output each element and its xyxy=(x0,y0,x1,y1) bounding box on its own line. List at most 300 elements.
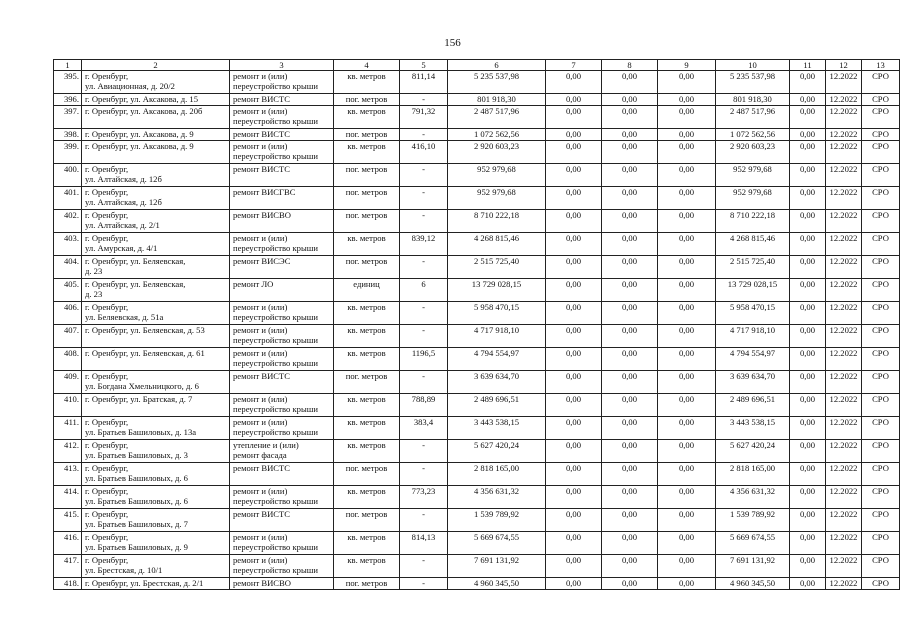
address-cell xyxy=(82,71,230,94)
work-type-cell xyxy=(230,129,334,141)
deadline-cell: 12.2022 xyxy=(826,141,862,164)
quantity-cell: - xyxy=(400,578,448,590)
cost-col11-cell: 0,00 xyxy=(790,71,826,94)
source-cell: СРО xyxy=(862,279,900,302)
work-type-cell xyxy=(230,187,334,210)
column-header: 3 xyxy=(230,60,334,71)
table-row xyxy=(54,394,900,417)
deadline-cell: 12.2022 xyxy=(826,509,862,532)
row-number-cell: 412. xyxy=(54,440,82,463)
source-cell: СРО xyxy=(862,348,900,371)
address-cell xyxy=(82,187,230,210)
work-type-line1: ремонт и (или) xyxy=(233,71,288,81)
address-line1: г. Оренбург, ул. Брестская, д. 2/1 xyxy=(85,578,204,588)
cost-col7-cell: 0,00 xyxy=(546,394,602,417)
deadline-cell: 12.2022 xyxy=(826,394,862,417)
unit-cell: пог. метров xyxy=(334,164,400,187)
column-header: 4 xyxy=(334,60,400,71)
address-line2: ул. Братьев Башиловых, д. 3 xyxy=(85,450,188,460)
address-cell xyxy=(82,578,230,590)
cost-col11-cell: 0,00 xyxy=(790,210,826,233)
cost-col7-cell: 0,00 xyxy=(546,440,602,463)
quantity-cell: 383,4 xyxy=(400,417,448,440)
work-type-cell xyxy=(230,164,334,187)
column-header: 12 xyxy=(826,60,862,71)
work-type-line1: ремонт и (или) xyxy=(233,555,288,565)
table-row xyxy=(54,256,900,279)
cost-col8-cell: 0,00 xyxy=(602,302,658,325)
cost-col9-cell: 0,00 xyxy=(658,555,716,578)
deadline-cell: 12.2022 xyxy=(826,371,862,394)
work-type-line1: ремонт ВИСТС xyxy=(233,129,291,139)
address-cell xyxy=(82,440,230,463)
work-type-cell xyxy=(230,325,334,348)
work-type-cell xyxy=(230,463,334,486)
work-type-cell xyxy=(230,256,334,279)
deadline-cell: 12.2022 xyxy=(826,71,862,94)
work-type-line1: ремонт и (или) xyxy=(233,233,288,243)
cost-col9-cell: 0,00 xyxy=(658,302,716,325)
cost-col8-cell: 0,00 xyxy=(602,94,658,106)
unit-cell: кв. метров xyxy=(334,141,400,164)
work-type-line1: ремонт и (или) xyxy=(233,325,288,335)
address-line2: ул. Брестская, д. 10/1 xyxy=(85,565,163,575)
source-cell: СРО xyxy=(862,164,900,187)
work-type-cell xyxy=(230,279,334,302)
total-cost-cell: 2 489 696,51 xyxy=(448,394,546,417)
work-type-cell xyxy=(230,440,334,463)
cost-col11-cell: 0,00 xyxy=(790,348,826,371)
column-header: 11 xyxy=(790,60,826,71)
address-line1: г. Оренбург, xyxy=(85,463,129,473)
table-row xyxy=(54,417,900,440)
row-number-cell: 409. xyxy=(54,371,82,394)
total-cost-cell: 13 729 028,15 xyxy=(448,279,546,302)
work-type-line1: ремонт и (или) xyxy=(233,417,288,427)
cost-col7-cell: 0,00 xyxy=(546,463,602,486)
work-type-line1: ремонт ЛО xyxy=(233,279,274,289)
address-cell xyxy=(82,94,230,106)
table-row xyxy=(54,532,900,555)
cost-col10-cell: 2 487 517,96 xyxy=(716,106,790,129)
unit-cell: кв. метров xyxy=(334,555,400,578)
cost-col9-cell: 0,00 xyxy=(658,94,716,106)
cost-col7-cell: 0,00 xyxy=(546,106,602,129)
cost-col11-cell: 0,00 xyxy=(790,417,826,440)
table-row xyxy=(54,106,900,129)
address-line1: г. Оренбург, xyxy=(85,71,129,81)
address-cell xyxy=(82,486,230,509)
cost-col9-cell: 0,00 xyxy=(658,463,716,486)
column-header: 9 xyxy=(658,60,716,71)
work-type-line2: переустройство крыши xyxy=(233,565,318,575)
cost-col9-cell: 0,00 xyxy=(658,129,716,141)
unit-cell: кв. метров xyxy=(334,348,400,371)
unit-cell: кв. метров xyxy=(334,417,400,440)
cost-col11-cell: 0,00 xyxy=(790,94,826,106)
table-row xyxy=(54,187,900,210)
cost-col11-cell: 0,00 xyxy=(790,187,826,210)
cost-col11-cell: 0,00 xyxy=(790,509,826,532)
total-cost-cell: 7 691 131,92 xyxy=(448,555,546,578)
quantity-cell: - xyxy=(400,555,448,578)
source-cell: СРО xyxy=(862,532,900,555)
cost-col11-cell: 0,00 xyxy=(790,463,826,486)
address-line1: г. Оренбург, xyxy=(85,440,129,450)
work-type-line1: ремонт ВИСТС xyxy=(233,371,291,381)
unit-cell: пог. метров xyxy=(334,371,400,394)
quantity-cell: - xyxy=(400,302,448,325)
cost-col9-cell: 0,00 xyxy=(658,348,716,371)
table-row xyxy=(54,129,900,141)
work-type-cell xyxy=(230,302,334,325)
cost-col10-cell: 2 489 696,51 xyxy=(716,394,790,417)
work-type-line1: ремонт и (или) xyxy=(233,394,288,404)
unit-cell: пог. метров xyxy=(334,129,400,141)
unit-cell: кв. метров xyxy=(334,325,400,348)
table-row xyxy=(54,302,900,325)
work-type-line2: переустройство крыши xyxy=(233,404,318,414)
address-line1: г. Оренбург, ул. Аксакова, д. 15 xyxy=(85,94,199,104)
source-cell: СРО xyxy=(862,129,900,141)
source-cell: СРО xyxy=(862,555,900,578)
total-cost-cell: 2 818 165,00 xyxy=(448,463,546,486)
source-cell: СРО xyxy=(862,486,900,509)
quantity-cell: 791,32 xyxy=(400,106,448,129)
quantity-cell: 788,89 xyxy=(400,394,448,417)
cost-col7-cell: 0,00 xyxy=(546,348,602,371)
work-type-line2: ремонт фасада xyxy=(233,450,287,460)
address-line1: г. Оренбург, ул. Аксакова, д. 9 xyxy=(85,141,194,151)
cost-col10-cell: 1 539 789,92 xyxy=(716,509,790,532)
quantity-cell: 773,23 xyxy=(400,486,448,509)
work-type-line2: переустройство крыши xyxy=(233,116,318,126)
quantity-cell: - xyxy=(400,94,448,106)
source-cell: СРО xyxy=(862,325,900,348)
total-cost-cell: 5 958 470,15 xyxy=(448,302,546,325)
address-line2: ул. Алтайская, д. 2/1 xyxy=(85,220,160,230)
cost-col9-cell: 0,00 xyxy=(658,532,716,555)
cost-col9-cell: 0,00 xyxy=(658,371,716,394)
table-row xyxy=(54,94,900,106)
cost-col10-cell: 3 639 634,70 xyxy=(716,371,790,394)
cost-col10-cell: 4 794 554,97 xyxy=(716,348,790,371)
address-cell xyxy=(82,141,230,164)
work-type-line1: ремонт ВИСТС xyxy=(233,164,291,174)
deadline-cell: 12.2022 xyxy=(826,302,862,325)
column-header: 7 xyxy=(546,60,602,71)
deadline-cell: 12.2022 xyxy=(826,325,862,348)
column-header: 2 xyxy=(82,60,230,71)
work-type-cell xyxy=(230,371,334,394)
work-type-cell xyxy=(230,394,334,417)
address-line1: г. Оренбург, ул. Беляевская, xyxy=(85,279,186,289)
column-header: 8 xyxy=(602,60,658,71)
address-line2: ул. Братьев Башиловых, д. 13а xyxy=(85,427,197,437)
cost-col8-cell: 0,00 xyxy=(602,578,658,590)
unit-cell: пог. метров xyxy=(334,187,400,210)
address-line2: ул. Братьев Башиловых, д. 7 xyxy=(85,519,188,529)
cost-col8-cell: 0,00 xyxy=(602,141,658,164)
table-row xyxy=(54,141,900,164)
work-type-line2: переустройство крыши xyxy=(233,81,318,91)
column-header: 13 xyxy=(862,60,900,71)
cost-col7-cell: 0,00 xyxy=(546,325,602,348)
page-number: 156 xyxy=(444,37,461,49)
quantity-cell: 814,13 xyxy=(400,532,448,555)
cost-col7-cell: 0,00 xyxy=(546,256,602,279)
cost-col8-cell: 0,00 xyxy=(602,417,658,440)
cost-col9-cell: 0,00 xyxy=(658,141,716,164)
cost-col7-cell: 0,00 xyxy=(546,210,602,233)
row-number-cell: 404. xyxy=(54,256,82,279)
cost-col8-cell: 0,00 xyxy=(602,325,658,348)
cost-col7-cell: 0,00 xyxy=(546,532,602,555)
cost-col8-cell: 0,00 xyxy=(602,164,658,187)
cost-col10-cell: 2 818 165,00 xyxy=(716,463,790,486)
address-cell xyxy=(82,279,230,302)
row-number-cell: 411. xyxy=(54,417,82,440)
address-line1: г. Оренбург, xyxy=(85,532,129,542)
quantity-cell: 1196,5 xyxy=(400,348,448,371)
quantity-cell: 416,10 xyxy=(400,141,448,164)
row-number-cell: 417. xyxy=(54,555,82,578)
unit-cell: пог. метров xyxy=(334,210,400,233)
cost-col8-cell: 0,00 xyxy=(602,509,658,532)
total-cost-cell: 4 268 815,46 xyxy=(448,233,546,256)
address-line2: ул. Алтайская, д. 12б xyxy=(85,174,162,184)
cost-col9-cell: 0,00 xyxy=(658,486,716,509)
work-type-cell xyxy=(230,210,334,233)
cost-col11-cell: 0,00 xyxy=(790,141,826,164)
cost-col8-cell: 0,00 xyxy=(602,106,658,129)
cost-col8-cell: 0,00 xyxy=(602,210,658,233)
quantity-cell: - xyxy=(400,325,448,348)
cost-col11-cell: 0,00 xyxy=(790,256,826,279)
cost-col8-cell: 0,00 xyxy=(602,532,658,555)
cost-col9-cell: 0,00 xyxy=(658,164,716,187)
unit-cell: кв. метров xyxy=(334,302,400,325)
row-number-cell: 397. xyxy=(54,106,82,129)
source-cell: СРО xyxy=(862,71,900,94)
address-line1: г. Оренбург, xyxy=(85,417,129,427)
quantity-cell: 6 xyxy=(400,279,448,302)
table-row xyxy=(54,555,900,578)
row-number-cell: 403. xyxy=(54,233,82,256)
deadline-cell: 12.2022 xyxy=(826,578,862,590)
work-type-line1: ремонт и (или) xyxy=(233,486,288,496)
table-row xyxy=(54,71,900,94)
quantity-cell: 839,12 xyxy=(400,233,448,256)
source-cell: СРО xyxy=(862,94,900,106)
deadline-cell: 12.2022 xyxy=(826,279,862,302)
quantity-cell: - xyxy=(400,187,448,210)
cost-col10-cell: 5 669 674,55 xyxy=(716,532,790,555)
unit-cell: пог. метров xyxy=(334,94,400,106)
total-cost-cell: 2 515 725,40 xyxy=(448,256,546,279)
work-type-line1: утепление и (или) xyxy=(233,440,299,450)
cost-col8-cell: 0,00 xyxy=(602,440,658,463)
cost-col8-cell: 0,00 xyxy=(602,371,658,394)
column-header: 5 xyxy=(400,60,448,71)
work-type-line1: ремонт ВИСГВС xyxy=(233,187,296,197)
address-line1: г. Оренбург, xyxy=(85,233,129,243)
cost-col10-cell: 5 627 420,24 xyxy=(716,440,790,463)
total-cost-cell: 8 710 222,18 xyxy=(448,210,546,233)
cost-col10-cell: 8 710 222,18 xyxy=(716,210,790,233)
work-type-cell xyxy=(230,106,334,129)
address-line2: ул. Амурская, д. 4/1 xyxy=(85,243,158,253)
address-cell xyxy=(82,302,230,325)
work-type-line1: ремонт ВИСТС xyxy=(233,94,291,104)
work-type-cell xyxy=(230,417,334,440)
source-cell: СРО xyxy=(862,233,900,256)
cost-col9-cell: 0,00 xyxy=(658,509,716,532)
quantity-cell: - xyxy=(400,463,448,486)
table-row xyxy=(54,210,900,233)
quantity-cell: - xyxy=(400,256,448,279)
table-row xyxy=(54,578,900,590)
address-line2: ул. Братьев Башиловых, д. 6 xyxy=(85,496,188,506)
cost-col10-cell: 2 920 603,23 xyxy=(716,141,790,164)
unit-cell: кв. метров xyxy=(334,233,400,256)
source-cell: СРО xyxy=(862,106,900,129)
address-cell xyxy=(82,256,230,279)
work-type-cell xyxy=(230,509,334,532)
total-cost-cell: 952 979,68 xyxy=(448,187,546,210)
cost-col7-cell: 0,00 xyxy=(546,129,602,141)
address-line2: ул. Братьев Башиловых, д. 6 xyxy=(85,473,188,483)
work-type-cell xyxy=(230,71,334,94)
address-cell xyxy=(82,106,230,129)
unit-cell: пог. метров xyxy=(334,578,400,590)
table-row xyxy=(54,371,900,394)
cost-col8-cell: 0,00 xyxy=(602,348,658,371)
address-cell xyxy=(82,210,230,233)
total-cost-cell: 5 627 420,24 xyxy=(448,440,546,463)
cost-col9-cell: 0,00 xyxy=(658,233,716,256)
row-number-cell: 400. xyxy=(54,164,82,187)
work-type-line1: ремонт ВИСЭС xyxy=(233,256,291,266)
address-line2: ул. Беляевская, д. 51а xyxy=(85,312,164,322)
work-type-cell xyxy=(230,486,334,509)
address-cell xyxy=(82,532,230,555)
row-number-cell: 413. xyxy=(54,463,82,486)
total-cost-cell: 1 072 562,56 xyxy=(448,129,546,141)
table-row xyxy=(54,509,900,532)
work-type-line2: переустройство крыши xyxy=(233,542,318,552)
cost-col8-cell: 0,00 xyxy=(602,129,658,141)
address-line2: ул. Алтайская, д. 12б xyxy=(85,197,162,207)
cost-col7-cell: 0,00 xyxy=(546,509,602,532)
quantity-cell: - xyxy=(400,440,448,463)
cost-col11-cell: 0,00 xyxy=(790,555,826,578)
address-line1: г. Оренбург, ул. Беляевская, д. 53 xyxy=(85,325,205,335)
work-type-line2: переустройство крыши xyxy=(233,496,318,506)
cost-col8-cell: 0,00 xyxy=(602,187,658,210)
unit-cell: кв. метров xyxy=(334,532,400,555)
table-row xyxy=(54,325,900,348)
source-cell: СРО xyxy=(862,256,900,279)
work-type-line1: ремонт ВИСВО xyxy=(233,578,291,588)
total-cost-cell: 3 443 538,15 xyxy=(448,417,546,440)
source-cell: СРО xyxy=(862,394,900,417)
cost-col7-cell: 0,00 xyxy=(546,233,602,256)
deadline-cell: 12.2022 xyxy=(826,417,862,440)
cost-col8-cell: 0,00 xyxy=(602,279,658,302)
quantity-cell: - xyxy=(400,129,448,141)
work-type-cell xyxy=(230,348,334,371)
address-cell xyxy=(82,371,230,394)
address-line2: д. 23 xyxy=(85,266,103,276)
cost-col11-cell: 0,00 xyxy=(790,279,826,302)
cost-col10-cell: 4 717 918,10 xyxy=(716,325,790,348)
work-type-cell xyxy=(230,578,334,590)
unit-cell: единиц xyxy=(334,279,400,302)
address-line1: г. Оренбург, xyxy=(85,486,129,496)
table-row xyxy=(54,463,900,486)
quantity-cell: - xyxy=(400,164,448,187)
cost-col9-cell: 0,00 xyxy=(658,71,716,94)
cost-col11-cell: 0,00 xyxy=(790,106,826,129)
cost-col7-cell: 0,00 xyxy=(546,578,602,590)
cost-col7-cell: 0,00 xyxy=(546,417,602,440)
table-row xyxy=(54,348,900,371)
header-row xyxy=(54,60,900,71)
deadline-cell: 12.2022 xyxy=(826,440,862,463)
source-cell: СРО xyxy=(862,302,900,325)
unit-cell: пог. метров xyxy=(334,463,400,486)
address-line1: г. Оренбург, xyxy=(85,302,129,312)
deadline-cell: 12.2022 xyxy=(826,94,862,106)
unit-cell: кв. метров xyxy=(334,71,400,94)
table-row xyxy=(54,164,900,187)
row-number-cell: 405. xyxy=(54,279,82,302)
row-number-cell: 402. xyxy=(54,210,82,233)
source-cell: СРО xyxy=(862,440,900,463)
address-line1: г. Оренбург, ул. Аксакова, д. 9 xyxy=(85,129,194,139)
address-cell xyxy=(82,325,230,348)
quantity-cell: 811,14 xyxy=(400,71,448,94)
work-type-cell xyxy=(230,94,334,106)
source-cell: СРО xyxy=(862,417,900,440)
cost-col7-cell: 0,00 xyxy=(546,486,602,509)
cost-col7-cell: 0,00 xyxy=(546,141,602,164)
address-cell xyxy=(82,394,230,417)
total-cost-cell: 801 918,30 xyxy=(448,94,546,106)
table-row xyxy=(54,486,900,509)
cost-col11-cell: 0,00 xyxy=(790,164,826,187)
cost-col7-cell: 0,00 xyxy=(546,555,602,578)
unit-cell: пог. метров xyxy=(334,509,400,532)
table-row xyxy=(54,233,900,256)
cost-col11-cell: 0,00 xyxy=(790,440,826,463)
cost-col11-cell: 0,00 xyxy=(790,578,826,590)
work-type-line1: ремонт ВИСТС xyxy=(233,463,291,473)
source-cell: СРО xyxy=(862,578,900,590)
cost-col10-cell: 952 979,68 xyxy=(716,164,790,187)
unit-cell: пог. метров xyxy=(334,256,400,279)
address-line1: г. Оренбург, ул. Братская, д. 7 xyxy=(85,394,193,404)
cost-col9-cell: 0,00 xyxy=(658,187,716,210)
work-type-line1: ремонт ВИСТС xyxy=(233,509,291,519)
deadline-cell: 12.2022 xyxy=(826,210,862,233)
work-type-line1: ремонт и (или) xyxy=(233,532,288,542)
deadline-cell: 12.2022 xyxy=(826,486,862,509)
cost-col11-cell: 0,00 xyxy=(790,129,826,141)
cost-col9-cell: 0,00 xyxy=(658,578,716,590)
deadline-cell: 12.2022 xyxy=(826,256,862,279)
